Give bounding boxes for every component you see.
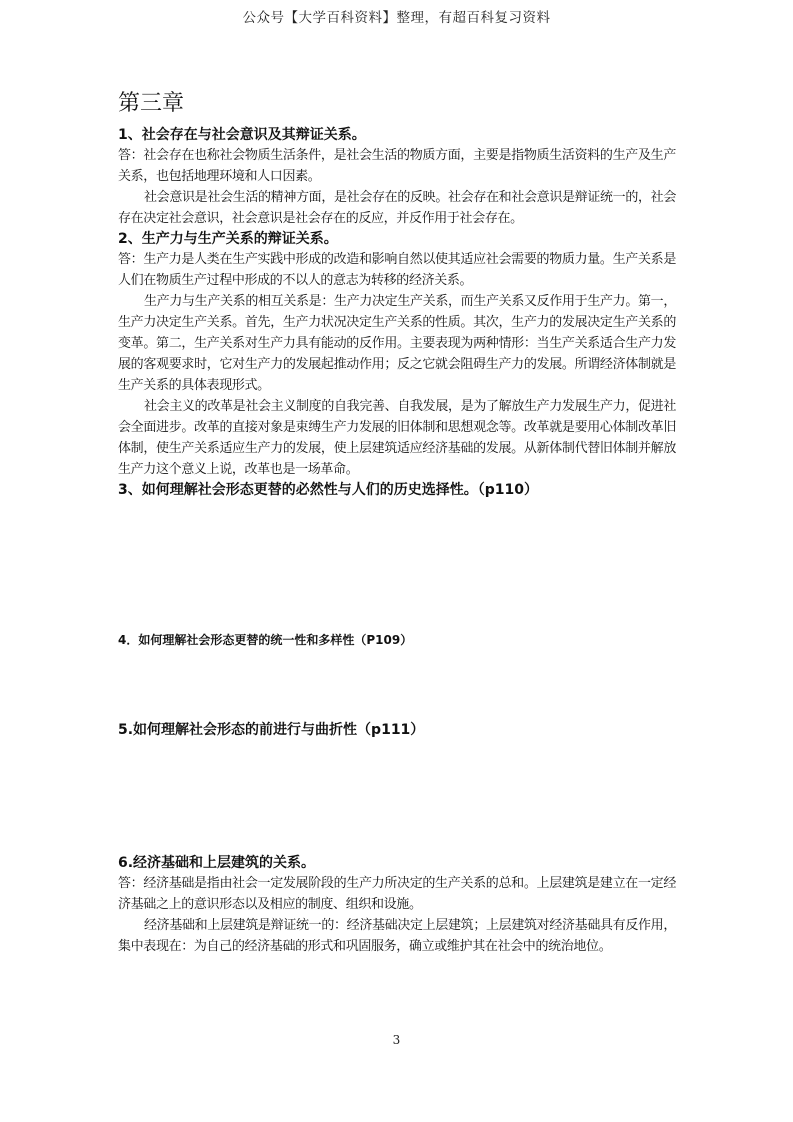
section-4-heading: 4．如何理解社会形态更替的统一性和多样性（P109）: [118, 633, 413, 647]
blank-space: [118, 650, 676, 720]
section-2-paragraph: 社会主义的改革是社会主义制度的自我完善、自我发展，是为了解放生产力发展生产力，促进社会全面进步。改革的直接对象是束缚生产力发展的旧体制和思想观念等。改革就是要用心体制改革旧体制，使生产关系适应生产力的发展，使上层建筑适应经济基础的发展。从新体制代替旧体制并解放生产力这个意义上说，改革也是一场革命。: [118, 399, 676, 477]
section-2-answer: 答：生产力是人类在生产实践中形成的改造和影响自然以使其适应社会需要的物质力量。生产关系是人们在物质生产过程中形成的不以人的意志为转移的经济关系。: [118, 252, 676, 288]
chapter-title: 第三章: [118, 91, 185, 116]
document-body: [118, 125, 676, 957]
page-number: 3: [392, 1033, 401, 1047]
section-6-heading: 6.经济基础和上层建筑的关系。: [118, 855, 316, 871]
page-header: 公众号【大学百科资料】整理，有超百科复习资料: [242, 10, 551, 26]
section-5-heading: 5.如何理解社会形态的前进行与曲折性（p111）: [118, 722, 425, 738]
section-6-paragraph: 经济基础和上层建筑是辩证统一的：经济基础决定上层建筑；上层建筑对经济基础具有反作用，集中表现在：为自己的经济基础的形式和巩固服务，确立或维护其在社会中的统治地位。: [118, 918, 676, 954]
section-2-paragraph: 生产力与生产关系的相互关系是：生产力决定生产关系，而生产关系又反作用于生产力。第一，生产力决定生产关系。首先，生产力状况决定生产关系的性质。其次，生产力的发展决定生产关系的变革。第二，生产关系对生产力具有能动的反作用。主要表现为两种情形：当生产关系适合生产力发展的客观要求时，它对生产力的发展起推动作用；反之它就会阻碍生产力的发展。所谓经济体制就是生产关系的具体表现形式。: [118, 294, 676, 393]
section-1-paragraph: 社会意识是社会生活的精神方面，是社会存在的反映。社会存在和社会意识是辩证统一的，社会存在决定社会意识，社会意识是社会存在的反应，并反作用于社会存在。: [118, 190, 676, 226]
section-6-answer: 答：经济基础是指由社会一定发展阶段的生产力所决定的生产关系的总和。上层建筑是建立在一定经济基础之上的意识形态以及相应的制度、组织和设施。: [118, 876, 676, 912]
blank-space: [118, 500, 676, 630]
blank-space: [118, 740, 676, 853]
section-3-heading: 3、如何理解社会形态更替的必然性与人们的历史选择性。（p110）: [118, 482, 538, 498]
section-2-heading: 2、生产力与生产关系的辩证关系。: [118, 231, 338, 247]
section-1-answer: 答：社会存在也称社会物质生活条件，是社会生活的物质方面，主要是指物质生活资料的生产及生产关系，也包括地理环境和人口因素。: [118, 148, 676, 184]
section-1-heading: 1、社会存在与社会意识及其辩证关系。: [118, 127, 366, 143]
